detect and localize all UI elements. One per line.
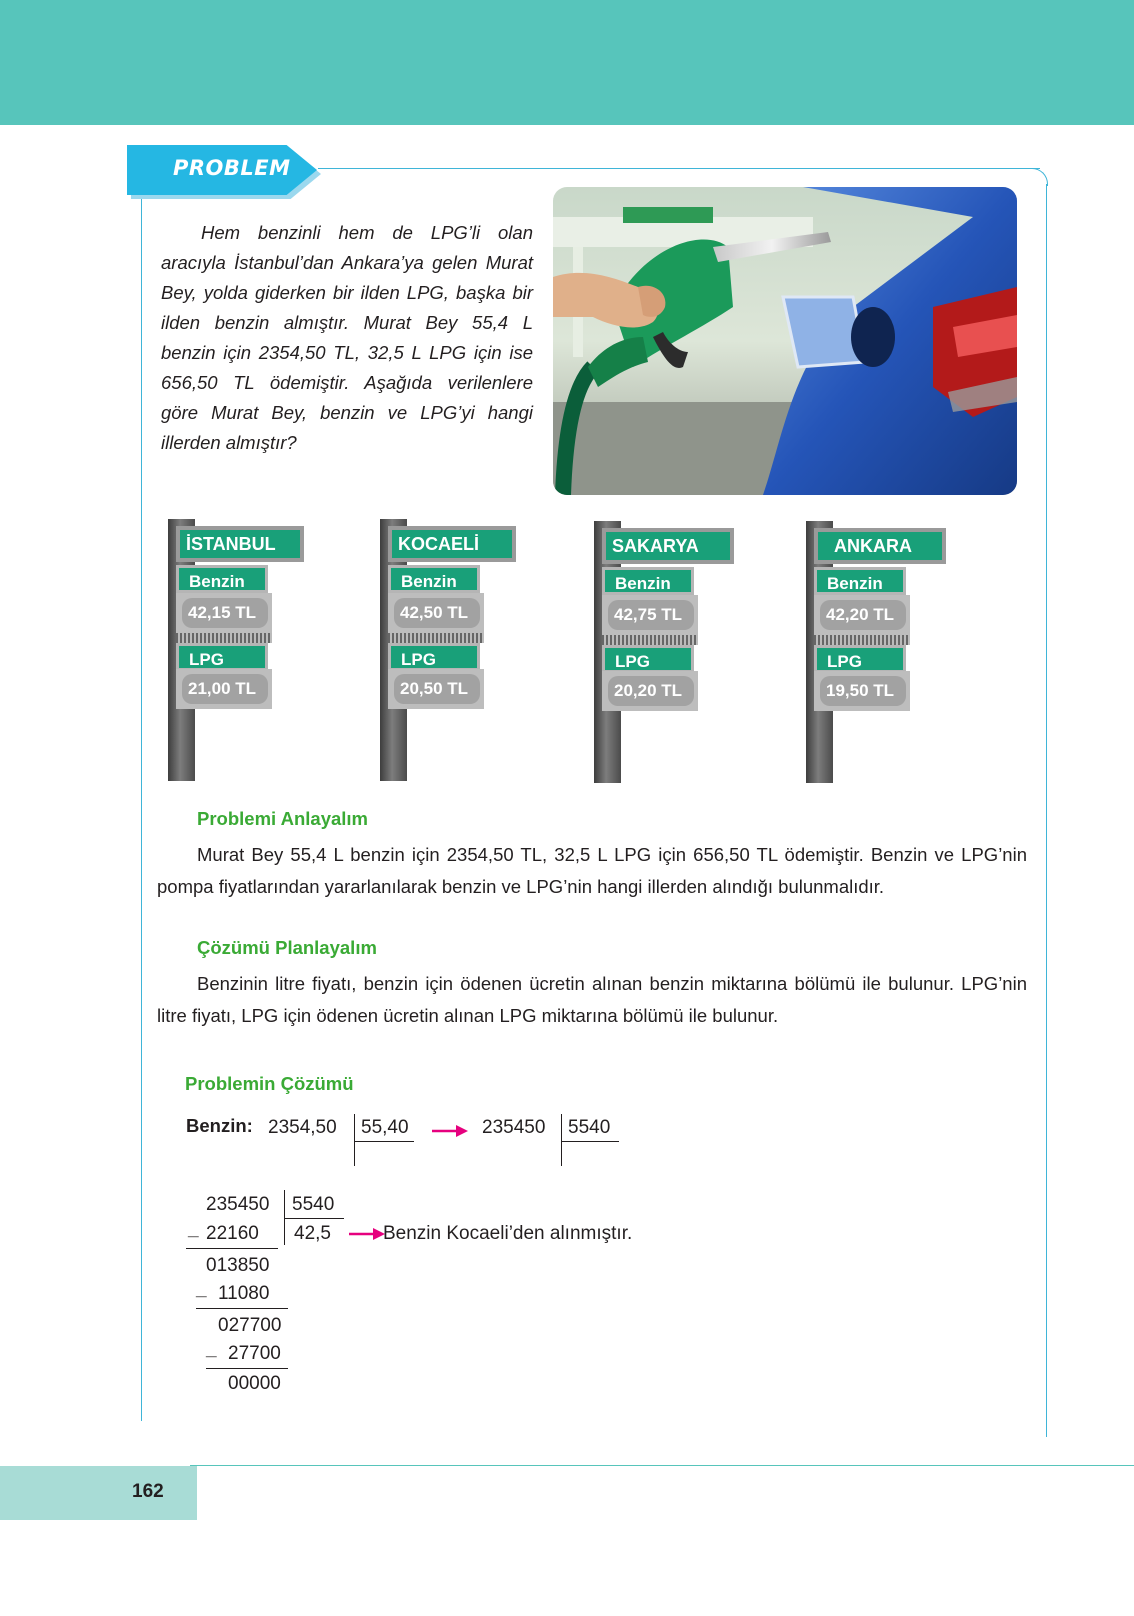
- sign-city-plate: [602, 528, 734, 564]
- dividend-decimal: 2354,50: [268, 1117, 337, 1138]
- division-step: 11080: [218, 1283, 270, 1304]
- footer-rule: [190, 1465, 1134, 1466]
- conclusion-text: Benzin Kocaeli’den alınmıştır.: [383, 1223, 633, 1244]
- sign-city: SAKARYA: [606, 532, 730, 560]
- sign-price-lpg: 20,20 TL: [608, 676, 694, 706]
- sign-fuel-benzin: Benzin: [176, 565, 268, 593]
- sign-fuel-lpg: LPG: [814, 645, 906, 673]
- division-step: 27700: [228, 1343, 281, 1364]
- frame-border-right: [1046, 184, 1047, 1437]
- benzin-label: Benzin:: [186, 1115, 253, 1136]
- sign-fuel-lpg: LPG: [602, 645, 694, 673]
- sign-fuel-benzin: Benzin: [814, 567, 906, 595]
- minus-sign: _: [188, 1219, 199, 1240]
- sign-price-benzin: 42,50 TL: [394, 598, 480, 628]
- frame-border-left: [141, 196, 142, 1421]
- page-number-box: [0, 1466, 197, 1520]
- fuel-pump-photo: [553, 187, 1017, 495]
- sign-fuel-benzin: Benzin: [388, 565, 480, 593]
- intro-text: Hem benzinli hem de LPG’li olan aracıyla İstanbul’dan Ankara’ya gelen Murat Bey, yolda giderken bir ilden LPG, başka bir ilden benzin almıştır. Murat Bey 55,4 L benzin için 2354,50 TL, 32,5 L LPG için ise 656,50 TL ödemiştir. Aşağıda verilenlere göre Murat Bey, benzin ve LPG’yi hangi illerden almıştır?: [161, 222, 533, 453]
- frame-border-top: [318, 168, 1040, 169]
- sign-city: KOCAELİ: [392, 530, 512, 558]
- sign-city-plate: [176, 526, 304, 562]
- section-title-solution: Problemin Çözümü: [185, 1073, 354, 1094]
- intro-paragraph: [161, 218, 533, 458]
- long-division-quotient: 42,5: [294, 1223, 331, 1244]
- division-step: 00000: [228, 1373, 281, 1394]
- problem-tag: [127, 145, 317, 195]
- sign-kocaeli: [380, 519, 535, 781]
- long-division-dividend: 235450: [206, 1194, 270, 1215]
- sign-ankara: [806, 521, 961, 783]
- sign-price-lpg: 20,50 TL: [394, 674, 480, 704]
- division-step: 013850: [206, 1255, 270, 1276]
- sign-fuel-benzin: Benzin: [602, 567, 694, 595]
- minus-sign: _: [206, 1339, 217, 1360]
- page-number: 162: [132, 1481, 164, 1502]
- sign-istanbul: [168, 519, 323, 781]
- sign-price-benzin: 42,75 TL: [608, 600, 694, 630]
- section-text-understand: Murat Bey 55,4 L benzin için 2354,50 TL, 32,5 L LPG için 656,50 TL ödemiştir. Benzin ve LPG’nin pompa fiyatlarından yararlanılarak benzin ve LPG’nin hangi illerden alındığı bulunmalıdır.: [157, 844, 1027, 897]
- long-division-divisor: 5540: [292, 1194, 335, 1215]
- minus-sign: _: [196, 1279, 207, 1300]
- arrow-icon: [349, 1227, 385, 1241]
- sign-price-benzin: 42,15 TL: [182, 598, 268, 628]
- sign-sakarya: [594, 521, 749, 783]
- divisor-decimal: 55,40: [361, 1117, 409, 1138]
- divisor-integer: 5540: [568, 1117, 611, 1138]
- division-step: 22160: [206, 1223, 259, 1244]
- sign-city: İSTANBUL: [180, 530, 300, 558]
- section-text-plan: Benzinin litre fiyatı, benzin için ödenen ücretin alınan benzin miktarına bölümü ile bulunur. LPG’nin litre fiyatı, LPG için ödenen ücretin alınan LPG miktarına bölümü ile bulunur.: [157, 973, 1027, 1026]
- division-step: 027700: [218, 1315, 282, 1336]
- sign-city-plate: [814, 528, 946, 564]
- sign-fuel-lpg: LPG: [388, 643, 480, 671]
- sign-city-plate: [388, 526, 516, 562]
- sign-city: ANKARA: [818, 532, 942, 560]
- sign-price-lpg: 19,50 TL: [820, 676, 906, 706]
- sign-fuel-lpg: LPG: [176, 643, 268, 671]
- problem-label: PROBLEM: [173, 156, 291, 180]
- arrow-icon: [432, 1124, 468, 1138]
- sign-price-lpg: 21,00 TL: [182, 674, 268, 704]
- dividend-integer: 235450: [482, 1117, 546, 1138]
- section-title-plan: Çözümü Planlayalım: [197, 937, 377, 958]
- header-band: [0, 0, 1134, 125]
- sign-price-benzin: 42,20 TL: [820, 600, 906, 630]
- section-title-understand: Problemi Anlayalım: [197, 808, 369, 829]
